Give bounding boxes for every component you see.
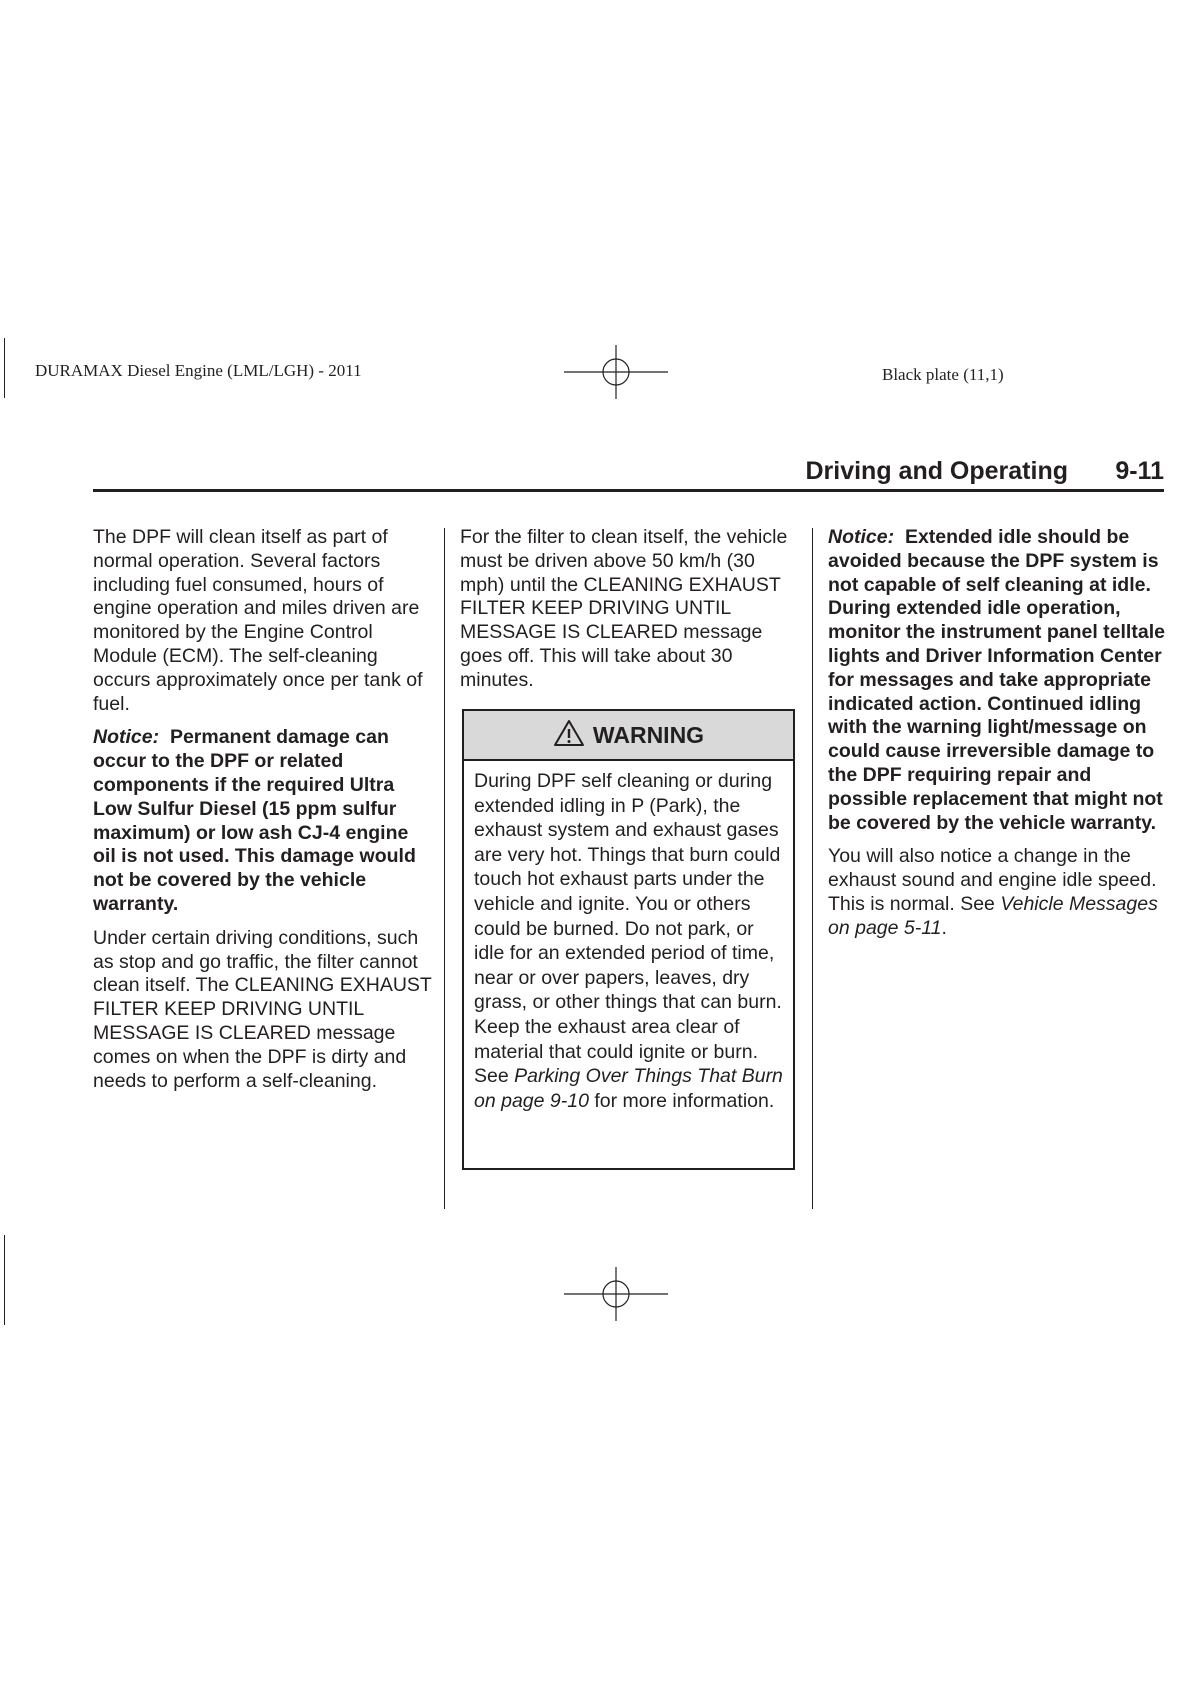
driving-conditions-paragraph: Under certain driving conditions, such as stop and go traffic, the filter cannot clean itself. The CLEANING EXHAUST FILTER KEEP DRIVING UNTIL MESSAGE IS CLEARED message comes on when the DPF is dirty and needs to perform a self-cleaning. <box>93 926 432 1092</box>
warning-triangle-icon <box>553 719 585 752</box>
filter-cleaning-paragraph: For the filter to clean itself, the vehicle must be driven above 50 km/h (30 mph) until the CLEANING EXHAUST FILTER KEEP DRIVING UNTIL MESSAGE IS CLEARED message goes off. This will take about 30 minutes. <box>460 526 788 691</box>
crop-mark-top-left <box>4 338 5 398</box>
column-3 <box>828 526 1168 951</box>
warning-body <box>464 761 793 1113</box>
warning-header <box>464 711 793 761</box>
notice-text: Permanent damage can occur to the DPF or related components if the required Ultra Low Sulfur Diesel (15 ppm sulfur maximum) or low ash CJ-4 engine oil is not used. This damage would not be covered by the vehicle warranty. <box>93 726 416 915</box>
column-1 <box>93 526 433 1103</box>
warning-box <box>462 709 795 1170</box>
exhaust-sound-text: You will also notice a change in the exhaust sound and engine idle speed. This is normal. See <box>828 845 1157 915</box>
warning-text: During DPF self cleaning or during extended idling in P (Park), the exhaust system and exhaust gases are very hot. Things that burn could touch hot exhaust parts under the vehicle and ignite. You or others could be burned. Do not park, or idle for an extended period of time, near or over papers, leaves, dry grass, or other things that can burn. Keep the exhaust area clear of material that could ignite or burn. See <box>474 770 782 1088</box>
warning-label: WARNING <box>592 721 705 748</box>
column-divider-2 <box>812 528 813 1209</box>
notice-label: Notice: <box>828 526 895 548</box>
notice-label: Notice: <box>93 726 160 749</box>
notice-fuel-oil <box>93 726 433 916</box>
registration-mark-top <box>564 345 668 399</box>
vehicle-messages-reference: Vehicle Messages on page 5-11 <box>828 892 1158 939</box>
section-title: Driving and Operating <box>805 457 1068 485</box>
crop-mark-bottom-left <box>4 1235 5 1325</box>
column-2 <box>460 526 800 703</box>
page-header <box>93 455 1164 492</box>
plate-mark: Black plate (11,1) <box>882 365 1004 384</box>
warning-cross-reference: Parking Over Things That Burn on page 9-10 <box>474 1065 783 1112</box>
notice-extended-idle <box>828 526 1168 835</box>
exhaust-sound-paragraph <box>828 845 1168 940</box>
warning-text-end: for more information. <box>588 1089 775 1112</box>
dpf-intro-paragraph: The DPF will clean itself as part of normal operation. Several factors including fuel consumed, hours of engine operation and miles driven are monitored by the Engine Control Module (ECM). The self-cleaning occurs approximately once per tank of fuel. <box>93 526 423 715</box>
page-number: 9-11 <box>1115 457 1164 485</box>
doc-id-mark: DURAMAX Diesel Engine (LML/LGH) - 2011 <box>35 361 362 380</box>
registration-mark-bottom <box>564 1267 668 1321</box>
exhaust-sound-text-end: . <box>941 916 947 939</box>
column-divider-1 <box>444 528 445 1209</box>
notice-text: Extended idle should be avoided because the DPF system is not capable of self cleaning at idle. During extended idle operation, monitor the instrument panel telltale lights and Driver Information Center for messages and take appropriate indicated action. Continued idling with the warning light/message on could cause irreversible damage to the DPF requiring repair and possible replacement that might not be covered by the vehicle warranty. <box>828 526 1165 834</box>
